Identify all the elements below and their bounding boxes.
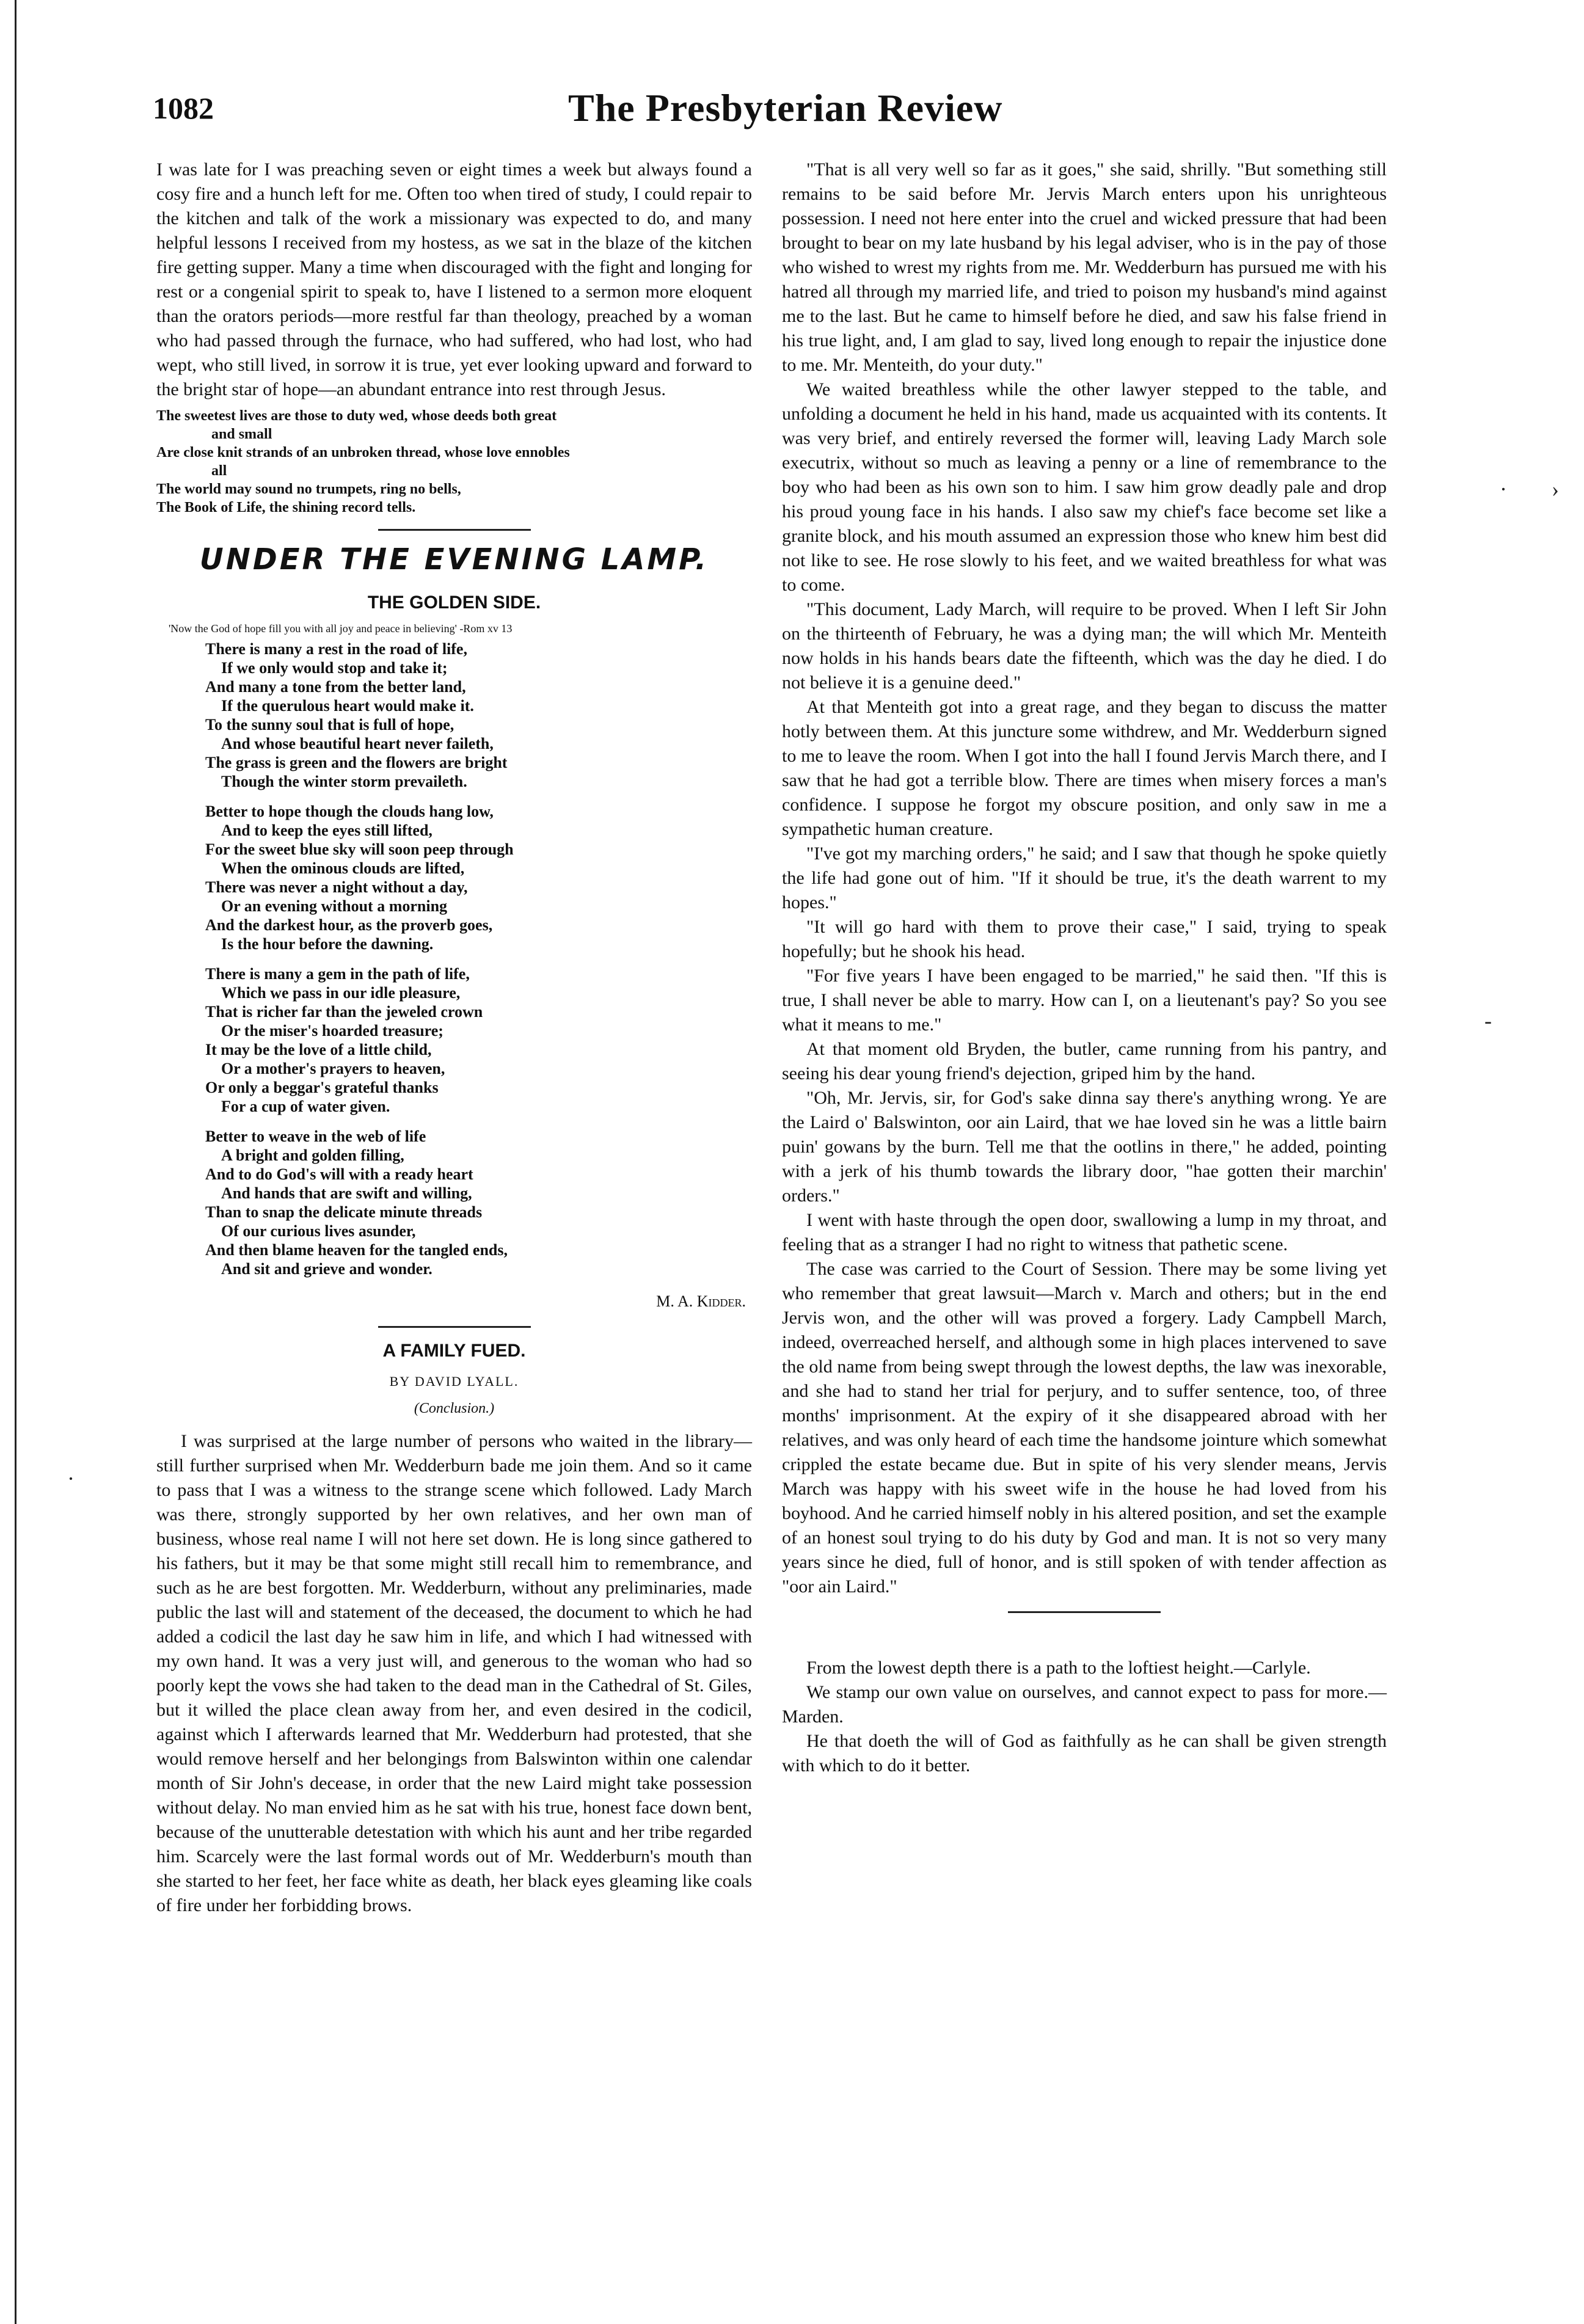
poem-line: And then blame heaven for the tangled ends, [205, 1241, 508, 1259]
poem-line: Better to weave in the web of life [205, 1127, 426, 1145]
poem-stanza [205, 639, 752, 791]
poem-line: Better to hope though the clouds hang low, [205, 803, 494, 820]
quotes-block [782, 1656, 1387, 1778]
poem-line: Or an evening without a morning [221, 897, 448, 915]
poem-stanza [205, 964, 752, 1116]
poem-line: Or a mother's prayers to heaven, [221, 1060, 445, 1077]
story-paragraph: We waited breathless while the other lawyer stepped to the table, and unfolding a document he held in his hand, made us acquainted with its contents. It was very brief, and entirely reversed the former will, leaving Lady March sole executrix, without so much as leaving a penny or a line of remembrance to the boy who had been as his own son to him. I saw him grow deadly pale and drop his proud young face in his hands. I also saw my chief's face become set like a granite block, and his mouth assumed an expression those who knew him best did not like to see. He rose slowly to his feet, and we waited breathless for what was to come. [782, 379, 1387, 595]
scan-mark: › [1552, 477, 1559, 501]
poem-author: M. A. Kidder. [656, 1292, 746, 1310]
story-paragraph: "It will go hard with them to prove their case," I said, trying to speak hopefully; but he shook his head. [782, 917, 1387, 961]
poem-line: Though the winter storm prevaileth. [221, 773, 467, 790]
poem-line: If we only would stop and take it; [221, 659, 448, 677]
poem-line: And to keep the eyes still lifted, [221, 821, 432, 839]
poem-line: And whose beautiful heart never faileth, [221, 735, 494, 752]
intro-paragraph: I was late for I was preaching seven or eight times a week but always found a cosy fire and a hunch left for me. Often too when tired of study, I could repair to the kitchen and talk of the work a missionary was expected to do, and many helpful lessons I received from my hostess, as we sat in the blaze of the kitchen fire getting supper. Many a time when discouraged with the fight and longing for rest or a congenial spirit to speak to, have I listened to a sermon more eloquent than the orators periods—more restful far than theology, preached by a woman who had passed through the furnace, who had suffered, who had lost, who had wept, who still lived, in sorrow it is true, yet ever looking upward and forward to the bright star of hope—an abundant entrance into rest through Jesus. [156, 159, 752, 399]
poem-line: Of our curious lives asunder, [221, 1222, 416, 1240]
story-paragraph: At that Menteith got into a great rage, and they began to discuss the matter hotly between them. At this juncture some withdrew, and Mr. Wedderburn signed to me to leave the room. When I got into the hall I found Jervis March there, and I saw that he had got a terrible blow. There are times when misery forces a man's confidence. I suppose he forgot my obscure position, and only saw in me a sympathetic human creature. [782, 697, 1387, 839]
story-paragraph: At that moment old Bryden, the butler, came running from his pantry, and seeing his dear young friend's dejection, griped him by the hand. [782, 1039, 1387, 1084]
story-paragraph: "That is all very well so far as it goes," she said, shrilly. "But something still remains to be said before Mr. Jervis March enters upon his unrighteous possession. I need not here enter into the cruel and wicked pressure that had been brought to bear on my late husband by his legal adviser, who is in the pay of those who wished to wrest my rights from me. Mr. Wedderburn has pursued me with his hatred all through my married life, and tried to poison my husband's mind against me to the last. But he came to himself before he died, and saw his false friend in his true light, and, I am glad to say, lived long enough to repair the injustice done to me. Mr. Menteith, do your duty." [782, 159, 1387, 375]
story-paragraph: I went with haste through the open door, swallowing a lump in my throat, and feeling that as a stranger I had no right to witness that pathetic scene. [782, 1210, 1387, 1255]
verse-line: The sweetest lives are those to duty wed, whose deeds both great [156, 408, 557, 424]
story-paragraph: The case was carried to the Court of Session. There may be some living yet who remember that great lawsuit—March v. March and others; but in the end Jervis won, and the other will was proved a forgery. Lady Campbell March, indeed, overreached herself, and although some in high places intervened to save the old name from being swept through the lowest depths, the law was inexorable, and she had to stand her trial for perjury, and to suffer sentence, too, of three months' imprisonment. At the expiry of it she disappeared abroad with her relatives, and was only heard of each time the handsome jointure which somewhat crippled the estate became due. But in spite of his very slender means, Jervis March was happy with his sweet wife in the house he had loved from his boyhood. And he carried himself nobly in his altered position, and set the example of an honest soul trying to do his duty by God and man. It is not so very many years since he died, full of honor, and is still spoken of with tender affection as "oor ain Laird." [782, 1259, 1387, 1597]
poem-stanza [205, 1127, 752, 1278]
right-column [782, 158, 1387, 1778]
story-byline: BY DAVID LYALL. [389, 1374, 519, 1389]
story-paragraph: "For five years I have been engaged to be married," he said then. "If this is true, I shall never be able to marry. How can I, on a lieutenant's pay? So you see what it means to me." [782, 966, 1387, 1035]
scan-mark: - [1484, 1008, 1492, 1033]
poem-epigraph: 'Now the God of hope fill you with all joy and peace in believing' -Rom xv 13 [169, 622, 513, 635]
poem-line: For a cup of water given. [221, 1098, 390, 1115]
page-number: 1082 [153, 91, 214, 125]
story-conclusion-label: (Conclusion.) [414, 1401, 495, 1416]
verse-line: The world may sound no trumpets, ring no bells, [156, 481, 461, 497]
poem-line: The grass is green and the flowers are bright [205, 754, 508, 771]
poem-line: For the sweet blue sky will soon peep through [205, 840, 514, 858]
story-paragraph: "This document, Lady March, will require to be proved. When I left Sir John on the thirteenth of February, he was a dying man; the will which Mr. Menteith now holds in his hands bears date the fifteenth, which was the day he died. I do not believe it is a genuine deed." [782, 599, 1387, 693]
poem-line: Which we pass in our idle pleasure, [221, 984, 461, 1002]
quote: From the lowest depth there is a path to the loftiest height.—Carlyle. [806, 1658, 1311, 1678]
section-title: UNDER THE EVENING LAMP. [199, 542, 709, 577]
poem-line: And hands that are swift and willing, [221, 1184, 472, 1202]
poem-line: That is richer far than the jeweled crown [205, 1003, 483, 1021]
poem-line: To the sunny soul that is full of hope, [205, 716, 454, 734]
verse-line: all [211, 463, 227, 479]
story-paragraph: I was surprised at the large number of persons who waited in the library—still further surprised when Mr. Wedderburn bade me join them. And so it came to pass that I was a witness to the strange scene which followed. Lady March was there, strongly supported by her own relatives, and her own man of business, whose real name I will not here set down. He is long since gathered to his fathers, but it may be that some might still recall him to remembrance, and such as he are best forgotten. Mr. Wedderburn, without any preliminaries, made public the last will and statement of the deceased, the document to which he had added a codicil the last day he saw him in life, and which I had witnessed with my own hand. It was a very just will, and generous to the woman who had so poorly kept the vows she had taken to the dead man in the Cathedral of St. Giles, but it willed the place clean away from her, and even desired in the codicil, against which I afterwards learned that Mr. Wedderburn had protested, that she would remove herself and her belongings from Balswinton within one calendar month of Sir John's decease, in order that the new Laird might take possession without delay. No man envied him as he sat with his true, honest face down bent, because of the unutterable detestation with which his aunt and her tribe regarded him. Scarcely were the last formal words out of Mr. Wedderburn's mouth than she started to her feet, her face white as death, her black eyes gleaming like coals of fire under her forbidding brows. [156, 1431, 752, 1915]
poem-line: Is the hour before the dawning. [221, 935, 434, 953]
poem-line: And many a tone from the better land, [205, 678, 466, 696]
section-divider [378, 1326, 531, 1328]
section-divider [378, 529, 531, 531]
poem-line: And to do God's will with a ready heart [205, 1165, 473, 1183]
paper-title: The Presbyterian Review [568, 86, 1003, 129]
poem-title: THE GOLDEN SIDE. [367, 592, 541, 613]
poem-line: Than to snap the delicate minute threads [205, 1203, 483, 1221]
quote: He that doeth the will of God as faithfully as he can shall be given strength with which to do it better. [782, 1731, 1387, 1776]
poem-line: Or the miser's hoarded treasure; [221, 1022, 443, 1040]
poem-line: If the querulous heart would make it. [221, 697, 474, 715]
verse-line: The Book of Life, the shining record tells. [156, 500, 416, 515]
poem-stanza [205, 802, 752, 953]
story-title: A FAMILY FUED. [382, 1341, 526, 1361]
poem-line: A bright and golden filling, [221, 1146, 404, 1164]
poem-line: There was never a night without a day, [205, 878, 468, 896]
quote: We stamp our own value on ourselves, and cannot expect to pass for more.—Marden. [782, 1682, 1387, 1727]
poem-line: And sit and grieve and wonder. [221, 1260, 432, 1278]
section-divider [1008, 1611, 1161, 1613]
verse-line: and small [211, 426, 272, 442]
page-edge-rule [15, 0, 16, 2324]
scan-mark: · [67, 1466, 75, 1491]
poem-body [205, 639, 752, 1278]
duty-verse [156, 407, 752, 517]
poem-line: When the ominous clouds are lifted, [221, 859, 465, 877]
scan-mark: · [1500, 477, 1507, 501]
poem-line: There is many a gem in the path of life, [205, 965, 470, 983]
story-paragraph: "Oh, Mr. Jervis, sir, for God's sake dinna say there's anything wrong. Ye are the Laird o' Balswinton, oor ain Laird, that we hae loved sin he was a little bairn puin' gowans by the burn. Tell me that the ootlins in there," he added, pointing with a jerk of his thumb towards the library door, "hae gotten their marchin' orders." [782, 1088, 1387, 1206]
verse-line: Are close knit strands of an unbroken thread, whose love ennobles [156, 445, 570, 461]
poem-line: Or only a beggar's grateful thanks [205, 1079, 439, 1096]
left-column [156, 158, 752, 1918]
poem-line: And the darkest hour, as the proverb goes, [205, 916, 493, 934]
story-paragraph: "I've got my marching orders," he said; and I saw that though he spoke quietly the life had gone out of him. "If it should be true, it's the death warrent to my hopes." [782, 843, 1387, 912]
poem-line: It may be the love of a little child, [205, 1041, 432, 1058]
poem-line: There is many a rest in the road of life, [205, 640, 467, 658]
